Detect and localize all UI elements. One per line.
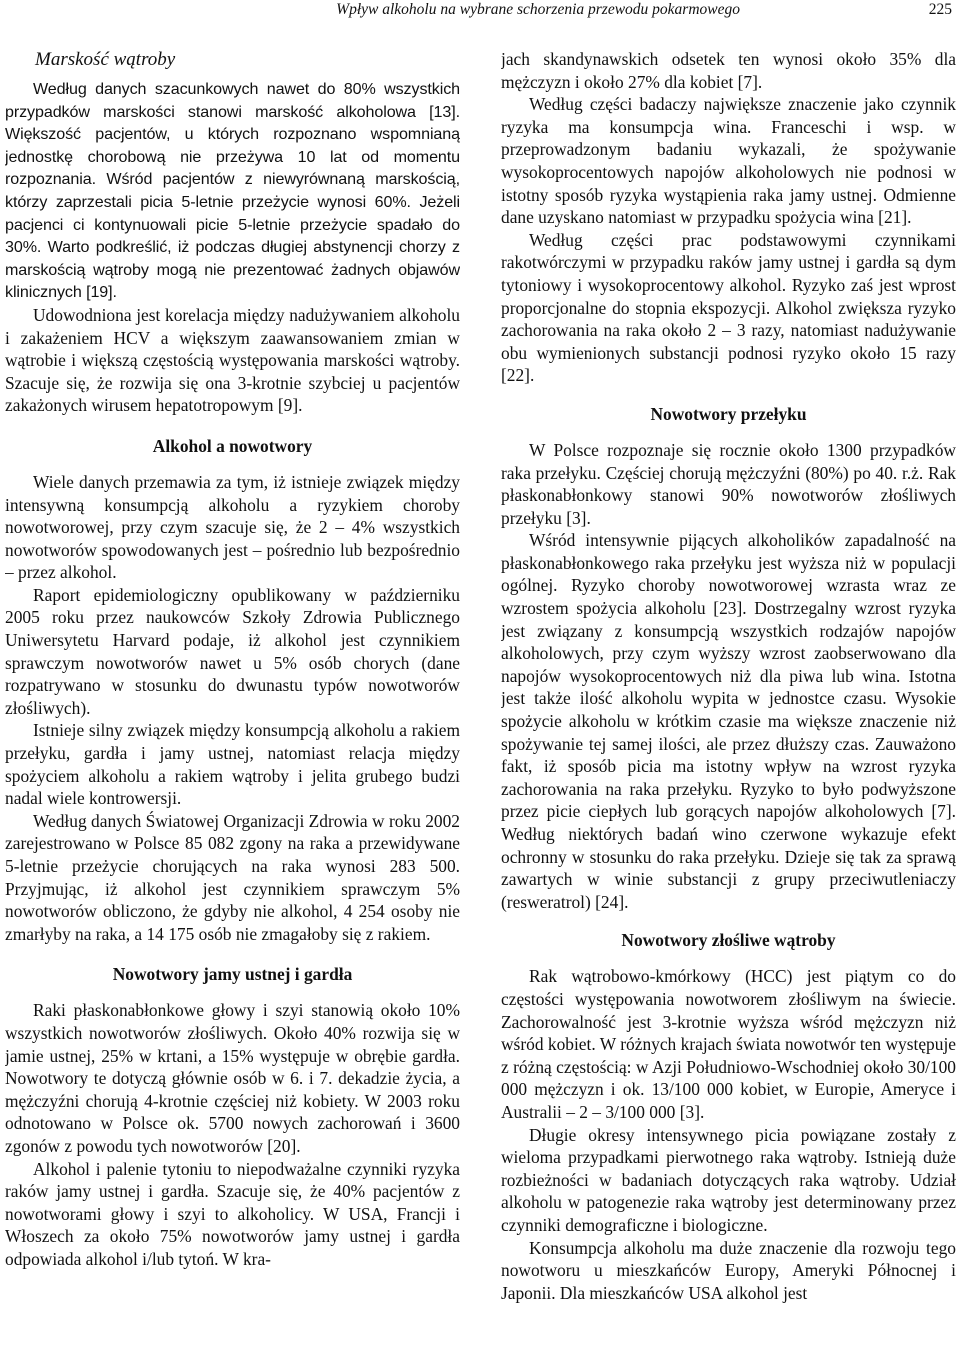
- paragraph-oral-1: Raki płaskonabłonkowe głowy i szyi stanowią około 10% wszystkich nowotworów złośliwych. Około 40% rozwija się w jamie ustnej, 25% w krtani, a 15% występuje w obrębie gardła. Nowotwory te dotyczą głównie osób w 6. i 7. dekadzie życia, a mężczyźni chorują 4-krotnie częściej niż kobiety. W 2003 roku odnotowano w Polsce ok. 5700 nowych zachorowań i 3600 zgonów z powodu tych nowotworów [20].: [5, 1000, 460, 1156]
- paragraph-cancer-3: Istnieje silny związek między konsumpcją alkoholu a rakiem przełyku, gardła i jamy ustnej, natomiast relacja między spożyciem alkoholu a rakiem wątroby i jelita grubego budzi nadal wiele kontrowersji.: [5, 720, 460, 809]
- paragraph-oral-3: Według części badaczy największe znaczenie jako czynnik ryzyka ma konsumpcja wina. Franceschi i wsp. w przeprowadzonym badaniu wykazali, że spożywanie wysokoprocentowych napojów alkoholowych nie podnosi w istotny sposób ryzyka wystąpienia raka jamy ustnej. Odmienne dane uzyskano natomiast w przypadku spożycia wina [21].: [501, 94, 956, 228]
- right-column: [501, 48, 956, 1349]
- paragraph-liver-1: Rak wątrobowo-kmórkowy (HCC) jest piątym co do częstości występowania nowotworem złośliwym na świecie. Zachorowalność jest 3-krotnie wyższa wśród mężczyzn niż wśród kobiet. W różnych krajach świata nowotwór ten występuje z różną częstością: w Azji Południowo-Wschodniej około 30/100 000 mężczyzn i ok. 13/100 000 kobiet, w Europie, Ameryce i Australii – 2 – 3/100 000 [3].: [501, 966, 956, 1122]
- paragraph-cancer-4: Według danych Światowej Organizacji Zdrowia w roku 2002 zarejestrowano w Polsce 85 082 zgony na raka a przewidywane 5-letnie przeżycie chorujących na raka wynosi 283 500. Przyjmując, iż alkohol jest czynnikiem sprawczym 5% nowotworów obliczono, że gdyby nie alkohol, 4 254 osoby nie zmarłyby na raka, a 14 175 osób nie zmagałoby się z rakiem.: [5, 810, 460, 944]
- section-heading-alcohol-cancer: Alkohol a nowotwory: [152, 435, 313, 456]
- paragraph-oral-4: Według części prac podstawowymi czynnikami rakotwórczymi w przypadku raków jamy ustnej i gardła są dym tytoniowy i wysokoprocentowy alkohol. Ryzyko zaś jest wprost proporcjonalne do stopnia ekspozycji. Alkohol zwiększa ryzyko zachorowania na raka około 2 – 3 razy, natomiast nadużywanie obu wymienionych substancji podnosi ryzyko około 15 razy [22].: [501, 229, 956, 386]
- paragraph-oral-continued: jach skandynawskich odsetek ten wynosi około 35% dla mężczyzn i około 27% dla kobiet [7].: [501, 49, 956, 92]
- paragraph-cancer-1: Wiele danych przemawia za tym, iż istnieje związek między intensywną konsumpcją alkoholu a ryzykiem choroby nowotworowej, przy czym szacuje się, że 2 – 4% wszystkich nowotworów spowodowanych jest – pośrednio lub bezpośrednio – przez alkohol.: [5, 471, 460, 583]
- paragraph-esophagus-2: Wśród intensywnie pijących alkoholików zapadalność na płaskonabłonkowego raka przełyku jest wyższa niż w populacji ogólnej. Ryzyko choroby nowotworowej wzrasta wraz ze wzrostem spożycia alkoholu [23]. Dostrzegalny wzrost ryzyka jest związany z konsumpcją wszystkich rodzajów napojów alkoholowych, przy czym wyższy wzrost zaobserwowano dla napojów wysokoprocentowych niż dla piwa lub wina. Istotna jest także ilość alkoholu wypita w jednostce czasu. Wysokie spożycie alkoholu w krótkim czasie ma większe znaczenie niż spożywanie tej samej ilości, ale przez dłuższy czas. Zauważono fakt, iż sposób picia ma istotny wpływ na wzrost ryzyka zachorowania na raka przełyku. Ryzyko to było podwyższone przez picie ciepłych lub gorących napojów alkoholowych [7]. Według niektórych badań wino czerwone wykazuje efekt ochronny w stosunku do raka przełyku. Dzieje się tak za sprawą zawartych w winie substancji z grupy przeciwutleniaczy (resweratrol) [24].: [501, 530, 956, 912]
- paragraph-cancer-2: Raport epidemiologiczny opublikowany w październiku 2005 roku przez naukowców Szkoły Zdrowia Publicznego Uniwersytetu Harvard podaje, iż alkohol jest czynnikiem sprawczym nowotworów nawet u 5% osób chorych (dane rozpatrywano w stosunku do dwunastu typów nowotworów złośliwych).: [5, 584, 460, 718]
- running-title: Wpływ alkoholu na wybrane schorzenia przewodu pokarmowego: [336, 1, 740, 18]
- section-heading-esophagus: Nowotwory przełyku: [650, 403, 807, 424]
- paragraph-cirrhosis-1: Według danych szacunkowych nawet do 80% wszystkich przypadków marskości stanowi marskość alkoholowa [13]. Większość pacjentów, u których rozpoznano wspomnianą jednostkę chorobową nie przeżywa 10 lat od momentu rozpoznania. Wśród pacjentów z niewyrównaną marskością, którzy zaprzestali picia 5-letnie przeżycie wynosi 60%. Jeżeli pacjenci ci kontynuowali picie 5-letnie przeżycie spadało do 30%. Warto podkreślić, iż podczas długiej abstynencji chorzy z marskością wątroby mogą nie prezentować żadnych objawów klinicznych [19].: [5, 80, 460, 302]
- paragraph-cirrhosis-2: Udowodniona jest korelacja między nadużywaniem alkoholu i zakażeniem HCV a większym zaawansowaniem zmian w wątrobie i większą częstością występowania marskości wątroby. Szacuje się, że rozwija się ona 3-krotnie szybciej u pacjentów zakażonych wirusem hepatotropowym [9].: [5, 304, 460, 416]
- paragraph-liver-3: Konsumpcja alkoholu ma duże znaczenie dla rozwoju tego nowotworu u mieszkańców Europy, Ameryki Północnej i Japonii. Dla mieszkańców USA alkohol jest: [501, 1237, 956, 1303]
- page-number: 225: [928, 1, 952, 18]
- section-heading-oral-cancer: Nowotwory jamy ustnej i gardła: [112, 964, 353, 985]
- left-column: [5, 48, 460, 1349]
- paragraph-esophagus-1: W Polsce rozpoznaje się rocznie około 1300 przypadków raka przełyku. Częściej chorują mężczyźni (80%) po 40. r.ż. Rak płaskonabłonkowy stanowi 90% nowotworów złośliwych przełyku [3].: [501, 439, 956, 528]
- running-header: [0, 0, 960, 24]
- section-heading-liver-cancer: Nowotwory złośliwe wątroby: [621, 930, 836, 951]
- paragraph-liver-2: Długie okresy intensywnego picia powiązane zostały z wieloma przypadkami pierwotnego raka wątroby. Istnieją duże rozbieżności w badaniach dotyczących raka wątroby. Udział alkoholu w patogenezie raka wątroby jest determinowany przez czynniki demograficzne i biologiczne.: [501, 1124, 956, 1235]
- subsection-heading-cirrhosis: Marskość wątroby: [35, 49, 176, 70]
- paragraph-oral-2: Alkohol i palenie tytoniu to niepodważalne czynniki ryzyka raków jamy ustnej i gardła. Szacuje się, że 40% pacjentów z nowotworami głowy i szyi to alkoholicy. W USA, Francji i Włoszech za około 75% nowotworów jamy ustnej i gardła odpowiada alkohol i/lub tytoń. W kra-: [5, 1158, 460, 1269]
